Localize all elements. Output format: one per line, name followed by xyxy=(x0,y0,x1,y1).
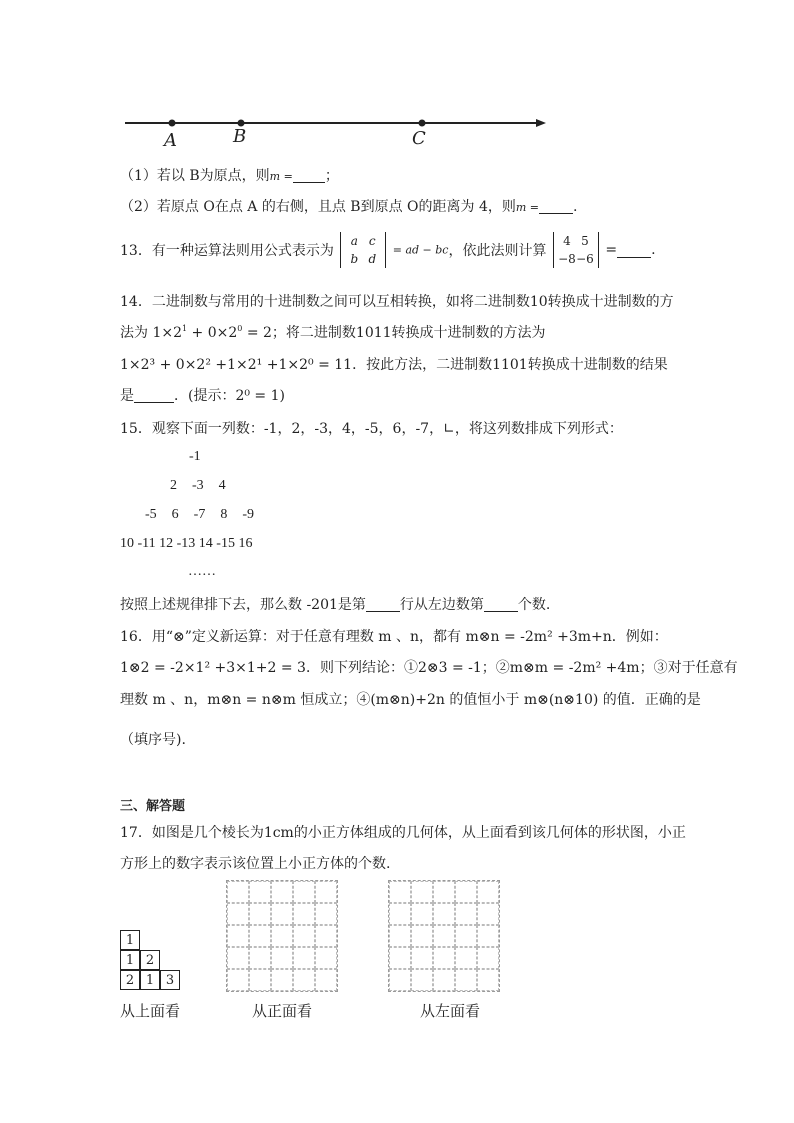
q16-line2: 1⊗2 = -2×1² +3×1+2 = 3．则下列结论：①2⊗3 = -1；②m⊗m = -2m² +4m；③对于任意有 xyxy=(120,660,738,676)
q15-row2: 2 -3 4 xyxy=(170,478,226,493)
answer-blank[interactable] xyxy=(539,199,573,214)
q16-line3: 理数 m 、n，m⊗n = n⊗m 恒成立；④(m⊗n)+2n 的值恒小于 m⊗(n⊗10) 的值．正确的是 xyxy=(120,692,701,708)
answer-blank-position[interactable] xyxy=(484,597,518,612)
point-c-label: C xyxy=(412,128,426,149)
q15-line1: 15．观察下面一列数：-1，2，-3，4，-5，6，-7，∟，将这列数排成下列形式： xyxy=(120,421,623,437)
q12-part2: （2）若原点 O在点 A 的右侧，且点 B到原点 O的距离为 4，则m = . xyxy=(120,199,578,215)
q13-line: 13．有一种运算法则用公式表示为 a c b d = ad − bc，依此法则计算 4 5 −8−6 = . xyxy=(120,234,656,266)
cube-count-cell: 3 xyxy=(160,970,180,990)
q16-line1: 16．用“⊗”定义新运算：对于任意有理数 m 、n，都有 m⊗n = -2m² +3m+n．例如： xyxy=(120,629,668,645)
point-a-label: A xyxy=(164,130,177,151)
q16-line4: （填序号). xyxy=(120,732,186,748)
caption-top-view: 从上面看 xyxy=(120,1002,181,1020)
answer-blank[interactable] xyxy=(617,243,651,258)
answer-blank[interactable] xyxy=(134,388,174,403)
q15-row4: 10 -11 12 -13 14 -15 16 xyxy=(120,536,253,551)
answer-blank-row[interactable] xyxy=(366,597,400,612)
q12-part1: （1）若以 B为原点，则m = ； xyxy=(120,168,339,184)
q14-line4: 是 ．(提示：2⁰ = 1) xyxy=(120,388,285,404)
q14-line1: 14．二进制数与常用的十进制数之间可以互相转换，如将二进制数10转换成十进制数的方 xyxy=(120,294,674,310)
q15-row3: -5 6 -7 8 -9 xyxy=(145,507,254,522)
number-line xyxy=(120,108,560,156)
left-view-grid[interactable] xyxy=(388,880,500,992)
caption-front-view: 从正面看 xyxy=(252,1002,313,1020)
cube-count-cell: 1 xyxy=(120,930,140,950)
cube-count-cell: 1 xyxy=(140,970,160,990)
determinant-numeric: 4 5 −8−6 xyxy=(553,232,599,268)
q15-row5: …… xyxy=(188,564,216,579)
determinant-abcd: a c b d xyxy=(340,232,386,268)
answer-blank[interactable] xyxy=(293,168,325,183)
q15-question: 按照上述规律排下去，那么数 -201是第 行从左边数第 个数. xyxy=(120,597,551,613)
q14-line3: 1×2³ + 0×2² +1×2¹ +1×2⁰ = 11．按此方法，二进制数1101转换成十进制数的结果 xyxy=(120,357,668,373)
q17-line1: 17．如图是几个棱长为1cm的小正方体组成的几何体，从上面看到该几何体的形状图，小正 xyxy=(120,825,686,841)
cube-count-cell: 2 xyxy=(140,950,160,970)
q17-line2: 方形上的数字表示该位置上小正方体的个数. xyxy=(120,856,391,872)
point-b-label: B xyxy=(233,126,247,147)
front-view-grid[interactable] xyxy=(226,880,338,992)
q15-row1: -1 xyxy=(189,449,201,464)
cube-count-cell: 2 xyxy=(120,970,140,990)
cube-count-cell: 1 xyxy=(120,950,140,970)
q14-line2: 法为 $1\times 2^1 + 0\times 2^0 = 2$；将二进制数1011转换成十进制数的方法为 xyxy=(120,324,546,341)
caption-left-view: 从左面看 xyxy=(420,1002,481,1020)
section-title: 三、解答题 xyxy=(120,799,186,814)
